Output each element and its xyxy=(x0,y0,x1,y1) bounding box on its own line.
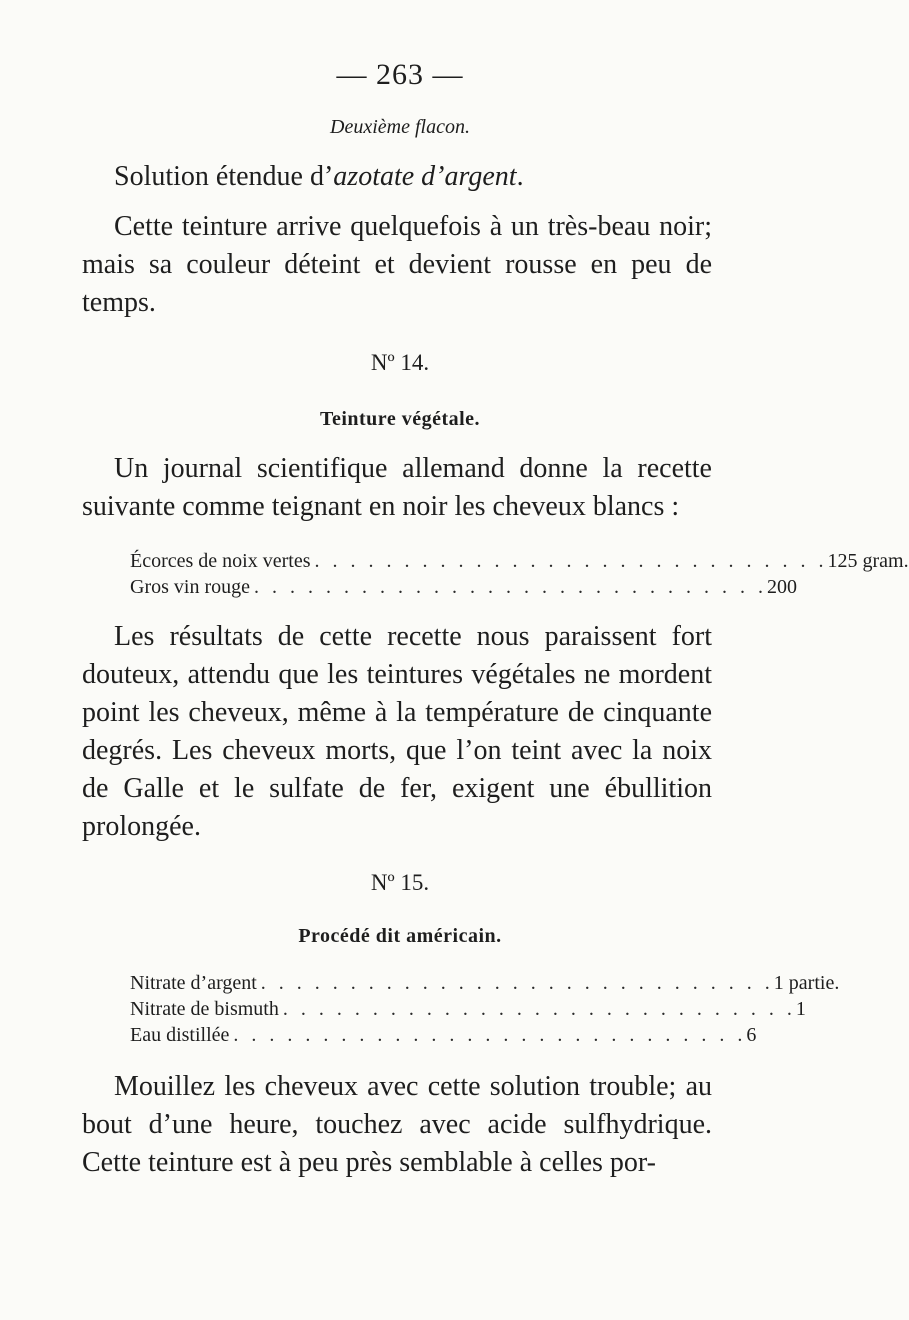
solution-italic: azotate d’argent xyxy=(333,161,517,192)
section-14-title: Teinture végétale. xyxy=(319,408,481,430)
recipe-line xyxy=(130,548,909,574)
ingredient-quantity: 1 partie. xyxy=(773,972,840,994)
ingredient-name: Écorces de noix vertes xyxy=(130,550,311,572)
leader-dots: . . . . . . . . . . . . . . . . . . . . . . . . . . . . . xyxy=(314,550,828,572)
page-number: — 263 — xyxy=(336,58,464,91)
recipe-line xyxy=(130,574,797,600)
section-14-number: Nº 14. xyxy=(370,350,430,375)
section-14-intro: Un journal scientifique allemand donne la recette suivante comme teignant en noir les cheveux blancs : xyxy=(82,453,712,522)
recipe-line xyxy=(130,1022,757,1048)
ingredient-quantity: 1 xyxy=(795,998,806,1020)
leader-dots: . . . . . . . . . . . . . . . . . . . . . . . . . . . . . xyxy=(282,998,796,1020)
ingredient-quantity: 125 gram. xyxy=(827,550,909,572)
solution-prefix: Solution étendue d’ xyxy=(114,161,334,192)
ingredient-name: Nitrate de bismuth xyxy=(130,998,279,1020)
solution-suffix: . xyxy=(516,161,524,192)
flask-subheading: Deuxième flacon. xyxy=(330,116,470,138)
ingredient-quantity: 200 xyxy=(766,576,797,598)
leader-dots: . . . . . . . . . . . . . . . . . . . . . . . . . . . . . xyxy=(260,972,774,994)
description-paragraph: Cette teinture arrive quelquefois à un très-beau noir; mais sa couleur déteint et devient rousse en peu de temps. xyxy=(82,211,712,318)
section-15-title: Procédé dit américain. xyxy=(298,925,502,947)
recipe-line xyxy=(130,970,840,996)
solution-paragraph xyxy=(82,158,712,196)
section-14-recipe xyxy=(130,548,909,600)
ingredient-name: Eau distillée xyxy=(130,1024,230,1046)
section-15-instructions: Mouillez les cheveux avec cette solution trouble; au bout d’une heure, touchez avec acide sulfhydrique. Cette teinture est à peu près semblable à celles por- xyxy=(82,1071,712,1178)
section-15-number: Nº 15. xyxy=(370,870,430,895)
leader-dots: . . . . . . . . . . . . . . . . . . . . . . . . . . . . . xyxy=(253,576,767,598)
section-15-recipe xyxy=(130,970,840,1048)
leader-dots: . . . . . . . . . . . . . . . . . . . . . . . . . . . . . xyxy=(233,1024,747,1046)
ingredient-name: Gros vin rouge xyxy=(130,576,250,598)
section-14-commentary: Les résultats de cette recette nous paraissent fort douteux, attendu que les teintures végétales ne mordent point les cheveux, même à la température de cinquante degrés. Les cheveux morts, que l’on teint avec la noix de Galle et le sulfate de fer, exigent une ébullition prolongée. xyxy=(82,621,712,842)
ingredient-quantity: 6 xyxy=(746,1024,757,1046)
recipe-line xyxy=(130,996,806,1022)
ingredient-name: Nitrate d’argent xyxy=(130,972,257,994)
